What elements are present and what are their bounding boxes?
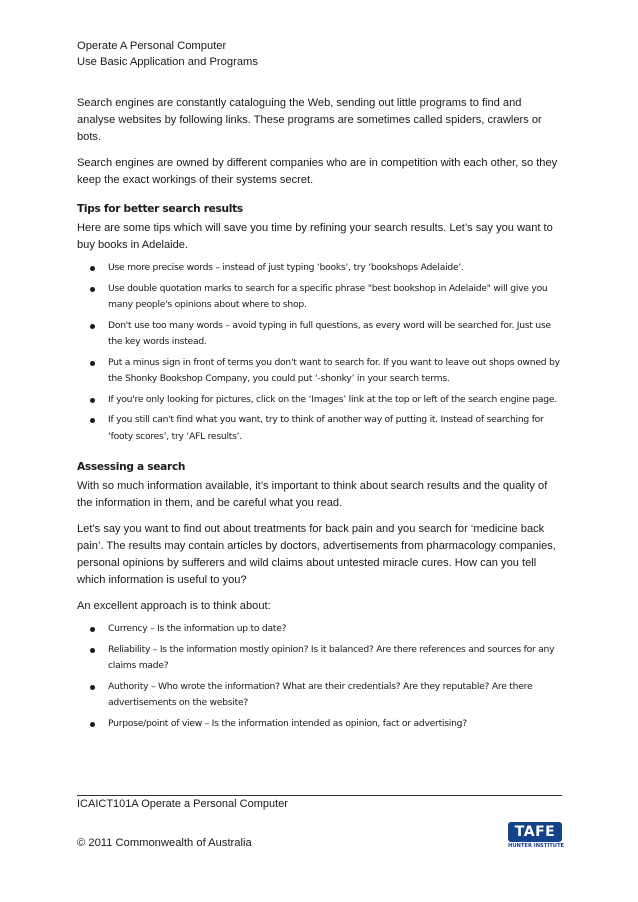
- list-item-text: Currency – Is the information up to date?: [108, 623, 287, 634]
- list-item-text: Authority – Who wrote the information? What are their credentials? Are they reputable? Are there advertisements on the website?: [108, 680, 533, 708]
- list-item: [77, 318, 562, 351]
- logo-wordmark: TAFE: [508, 822, 562, 842]
- list-item-text: Reliability – Is the information mostly opinion? Is it balanced? Are there references and sources for any claims made?: [108, 643, 555, 671]
- bullet-icon: [90, 287, 95, 292]
- list-item: [77, 679, 562, 712]
- list-item-text: Don't use too many words – avoid typing in full questions, as every word will be searched for. Just use the key words instead.: [108, 319, 551, 347]
- list-item: [77, 392, 562, 409]
- list-item-text: Use double quotation marks to search for a specific phrase "best bookshop in Adelaide" will give you many people's opinions about where to shop.: [108, 282, 548, 310]
- footer-copyright: © 2011 Commonwealth of Australia: [77, 837, 252, 849]
- list-item: [77, 621, 562, 638]
- document-body: [77, 95, 562, 736]
- assessing-paragraph-3: An excellent approach is to think about:: [77, 600, 271, 612]
- bullet-icon: [90, 627, 95, 632]
- bullet-icon: [90, 266, 95, 271]
- page-header: [77, 38, 258, 70]
- list-item: [77, 642, 562, 675]
- list-item: [77, 716, 562, 733]
- bullet-icon: [90, 418, 95, 423]
- tafe-logo: [508, 822, 565, 852]
- tips-intro: Here are some tips which will save you time by refining your search results. Let’s say you want to buy books in Adelaide.: [77, 222, 553, 251]
- list-item-text: Use more precise words – instead of just typing ‘books’, try ‘bookshops Adelaide’.: [108, 262, 464, 273]
- list-item: [77, 412, 562, 445]
- list-item: [77, 281, 562, 314]
- bullet-icon: [90, 324, 95, 329]
- bullet-icon: [90, 648, 95, 653]
- assessing-paragraph-1: With so much information available, it’s important to think about search results and the quality of the information in them, and be careful what you read.: [77, 480, 548, 509]
- footer-course: ICAICT101A Operate a Personal Computer: [77, 798, 288, 810]
- header-title: Operate A Personal Computer: [77, 40, 227, 52]
- list-item-text: Put a minus sign in front of terms you don't want to search for. If you want to leave out shops owned by the Shonky Bookshop Company, you could put ‘-shonky’ in your search terms.: [108, 356, 560, 384]
- header-subtitle: Use Basic Application and Programs: [77, 56, 258, 68]
- list-item-text: Purpose/point of view – Is the information intended as opinion, fact or advertising?: [108, 717, 467, 729]
- footer-divider: [77, 795, 562, 796]
- assessing-paragraph-2: Let’s say you want to find out about treatments for back pain and you search for ‘medicine back pain’. The results may contain articles by doctors, advertisements from pharmacology companies, personal opinions by sufferers and wild claims about untested miracle cures. How can you tell which information is useful to you?: [77, 523, 556, 586]
- bullet-icon: [90, 722, 95, 727]
- intro-paragraph-2: Search engines are owned by different companies who are in competition with each other, so they keep the exact workings of their systems secret.: [77, 157, 558, 186]
- tips-heading: Tips for better search results: [77, 203, 243, 215]
- list-item: [77, 355, 562, 388]
- list-item-text: If you're only looking for pictures, click on the ‘Images’ link at the top or left of the search engine page.: [108, 393, 557, 405]
- bullet-icon: [90, 361, 95, 366]
- bullet-icon: [90, 398, 95, 403]
- list-item: [77, 260, 562, 277]
- bullet-icon: [90, 685, 95, 690]
- list-item-text: If you still can't find what you want, try to think of another way of putting it. Instead of searching for ‘footy scores’, try ‘AFL results’.: [108, 414, 544, 442]
- intro-paragraph-1: Search engines are constantly cataloguing the Web, sending out little programs to find and analyse websites by following links. These programs are sometimes called spiders, crawlers or bots.: [77, 97, 542, 143]
- assessing-list: [77, 621, 562, 732]
- assessing-heading: Assessing a search: [77, 461, 186, 473]
- tips-list: [77, 260, 562, 445]
- logo-subtitle: HUNTER INSTITUTE: [508, 843, 565, 849]
